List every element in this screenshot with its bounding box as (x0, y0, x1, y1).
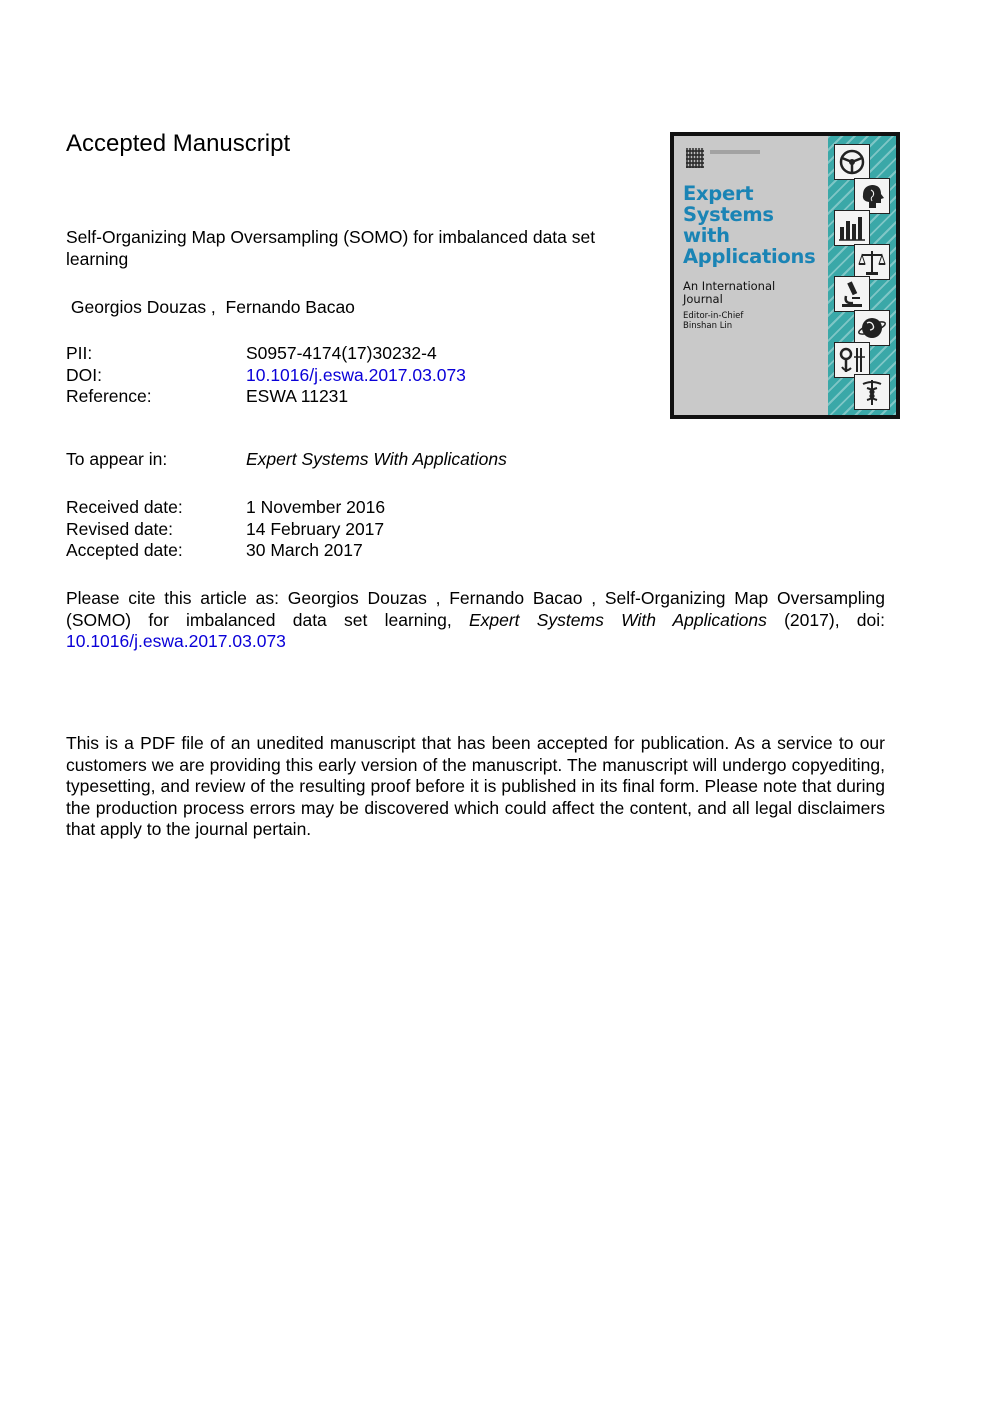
reference-label: Reference: (66, 386, 152, 406)
doi-row (66, 365, 466, 387)
appear-label: To appear in: (66, 449, 168, 469)
dates-block (66, 497, 385, 562)
revised-value: 14 February 2017 (246, 518, 385, 539)
reference-value: ESWA 11231 (246, 386, 349, 406)
article-title: Self-Organizing Map Oversampling (SOMO) for imbalanced data set learning (66, 227, 596, 269)
tools-icon (834, 342, 870, 378)
cover-title (683, 183, 815, 267)
barcode-icon (686, 148, 704, 168)
citation-journal: Expert Systems With Applications (468, 609, 767, 630)
pii-row (66, 343, 466, 365)
microscope-icon (834, 276, 870, 312)
citation-suffix: (2017), doi: (766, 609, 885, 630)
cover-title-line: Expert (683, 182, 754, 205)
citation-paragraph (66, 588, 885, 653)
appear-block (66, 449, 507, 471)
cover-subtitle-line: An International (683, 279, 776, 293)
balance-scale-icon (854, 244, 890, 280)
cover-editor-line: Binshan Lin (683, 320, 733, 331)
accepted-row (66, 540, 385, 562)
head-profile-icon (854, 178, 890, 214)
citation-prefix: Please cite this article as: Georgios Douzas , Fernando Bacao , Self-Organizing Map Oversampling (SOMO) for imbalanced data set learning, (66, 588, 885, 630)
received-label: Received date: (66, 497, 183, 517)
cover-subtitle-line: Journal (683, 291, 723, 306)
pii-label: PII: (66, 343, 93, 363)
cover-title-line: Applications (683, 245, 816, 268)
revised-label: Revised date: (66, 518, 174, 539)
citation-doi-link[interactable]: 10.1016/j.eswa.2017.03.073 (66, 631, 286, 652)
disclaimer-paragraph: This is a PDF file of an unedited manuscript that has been accepted for publication. As a service to our customers we are providing this early version of the manuscript. The manuscript will undergo copyediting, typesetting, and review of the resulting proof before it is published in its final form. Please note that during the production process errors may be discovered which could affect the content, and all legal disclaimers that apply to the journal pertain. (66, 733, 885, 840)
appear-journal: Expert Systems With Applications (246, 449, 507, 469)
received-value: 1 November 2016 (246, 497, 386, 517)
caduceus-icon (854, 374, 890, 410)
cover-editor (683, 312, 743, 331)
steering-wheel-icon (834, 144, 870, 180)
reference-row (66, 386, 466, 408)
received-row (66, 497, 385, 519)
bar-chart-icon (834, 210, 870, 246)
cover-panel (674, 136, 828, 415)
identifier-block (66, 343, 466, 408)
doi-label: DOI: (66, 364, 102, 385)
journal-cover (670, 132, 900, 419)
cover-editor-line: Editor-in-Chief (683, 311, 744, 321)
page-heading: Accepted Manuscript (66, 130, 291, 157)
article-authors: Georgios Douzas , Fernando Bacao (66, 297, 355, 317)
pii-value: S0957-4174(17)30232-4 (246, 343, 437, 363)
globe-icon (854, 310, 890, 346)
cover-title-line: with (683, 224, 730, 247)
cover-issn-strip (710, 150, 760, 154)
cover-title-line: Systems (683, 203, 774, 226)
accepted-label: Accepted date: (66, 540, 183, 560)
cover-icon-band (828, 136, 896, 415)
appear-row (66, 449, 507, 471)
cover-subtitle (683, 280, 775, 305)
accepted-value: 30 March 2017 (246, 540, 363, 560)
doi-link[interactable]: 10.1016/j.eswa.2017.03.073 (246, 364, 466, 385)
revised-row (66, 519, 385, 541)
